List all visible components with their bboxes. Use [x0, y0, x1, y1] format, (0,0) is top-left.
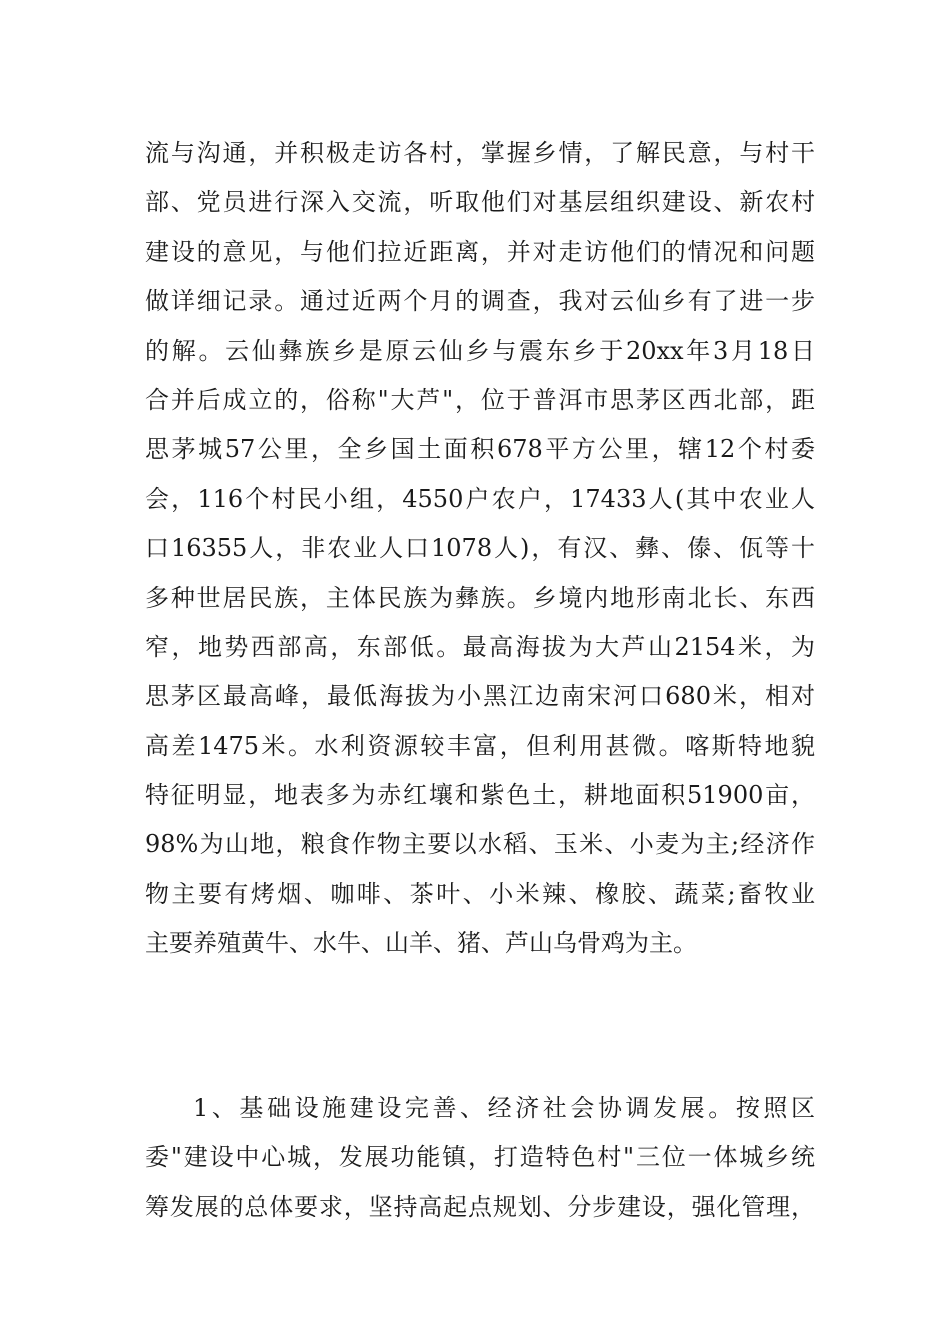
text-line: 特征明显，地表多为赤红壤和紫色土，耕地面积51900亩，: [145, 781, 815, 810]
text-line: 思茅城57公里，全乡国土面积678平方公里，辖12个村委: [145, 435, 815, 464]
text-line: 高差1475米。水利资源较丰富，但利用甚微。喀斯特地貌: [145, 731, 815, 760]
text-line: 主要养殖黄牛、水牛、山羊、猪、芦山乌骨鸡为主。: [145, 929, 697, 958]
text-line: 1、基础设施建设完善、经济社会协调发展。按照区: [193, 1094, 815, 1122]
text-line: 建设的意见，与他们拉近距离，并对走访他们的情况和问题: [145, 237, 815, 266]
text-line: 窄，地势西部高，东部低。最高海拔为大芦山2154米，为: [145, 632, 815, 661]
text-line: 流与沟通，并积极走访各村，掌握乡情，了解民意，与村干: [145, 139, 815, 167]
text-line: 委"建设中心城，发展功能镇，打造特色村"三位一体城乡统: [145, 1143, 815, 1172]
text-line: 98%为山地，粮食作物主要以水稻、玉米、小麦为主;经济作: [145, 830, 815, 859]
text-line: 筹发展的总体要求，坚持高起点规划、分步建设，强化管理，: [145, 1192, 815, 1221]
text-line: 合并后成立的，俗称"大芦"，位于普洱市思茅区西北部，距: [145, 385, 815, 414]
text-line: 会，116个村民小组，4550户农户，17433人(其中农业人: [145, 484, 815, 513]
text-line: 思茅区最高峰，最低海拔为小黑江边南宋河口680米，相对: [145, 682, 815, 711]
text-line: 的解。云仙彝族乡是原云仙乡与震东乡于20xx年3月18日: [145, 336, 815, 365]
text-line: 物主要有烤烟、咖啡、茶叶、小米辣、橡胶、蔬菜;畜牧业: [145, 879, 815, 908]
body-paragraph-1: [145, 129, 815, 969]
body-paragraph-2: [145, 1084, 815, 1232]
text-line: 部、党员进行深入交流，听取他们对基层组织建设、新农村: [145, 188, 815, 217]
text-line: 做详细记录。通过近两个月的调查，我对云仙乡有了进一步: [145, 287, 815, 316]
text-line: 口16355人，非农业人口1078人)，有汉、彝、傣、佤等十: [145, 534, 815, 563]
text-line: 多种世居民族，主体民族为彝族。乡境内地形南北长、东西: [145, 583, 815, 612]
